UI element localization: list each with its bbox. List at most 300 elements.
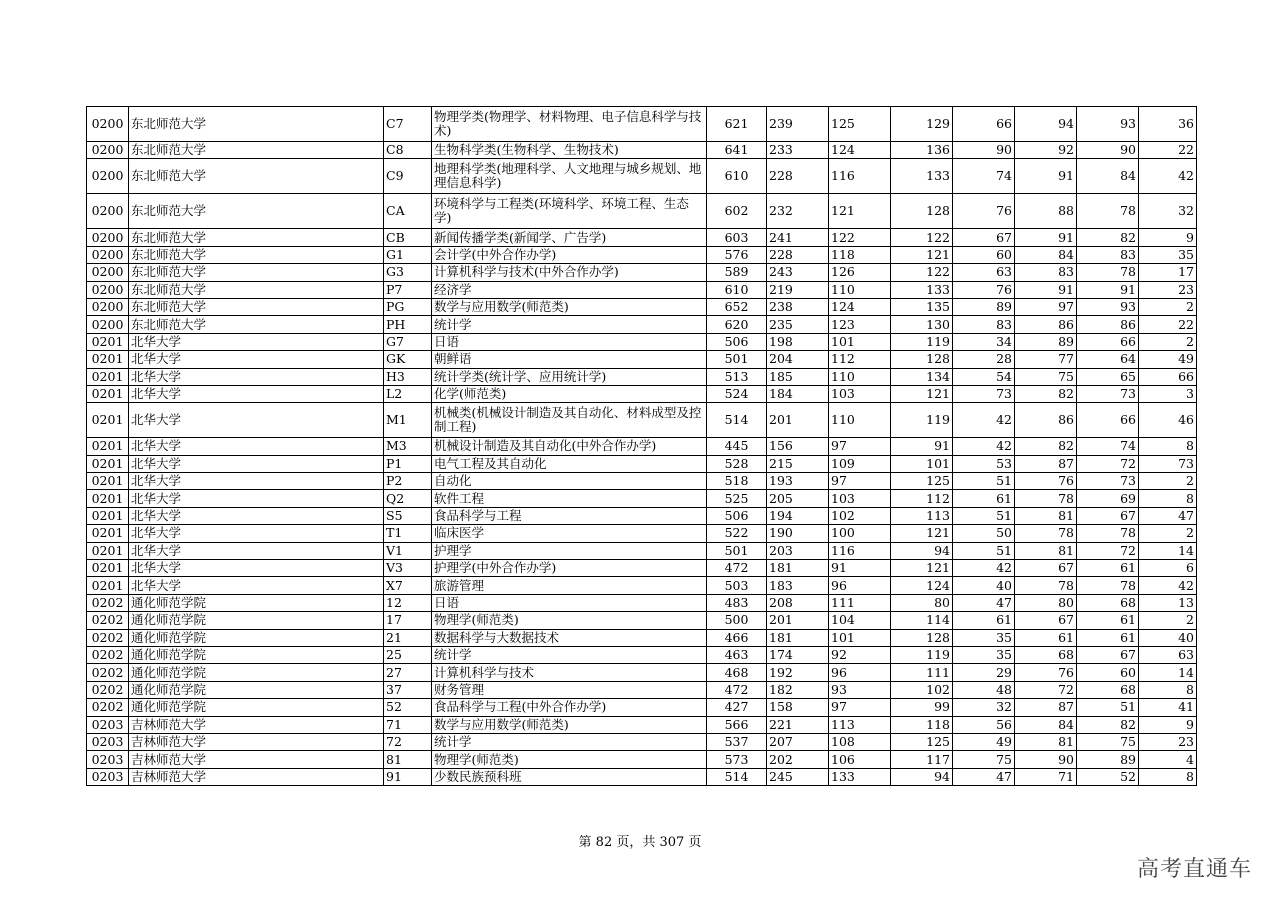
school-code-cell: 0201: [87, 560, 129, 577]
score-cell: 61: [953, 490, 1015, 507]
score-cell: 75: [953, 751, 1015, 768]
school-name-cell: 北华大学: [129, 403, 384, 438]
score-cell: 78: [1077, 525, 1139, 542]
score-cell: 60: [953, 246, 1015, 263]
table-row: [87, 107, 1197, 142]
major-code-cell: PH: [384, 316, 432, 333]
score-cell: 61: [953, 612, 1015, 629]
school-code-cell: 0200: [87, 264, 129, 281]
score-cell: 84: [1077, 159, 1139, 194]
score-cell: 47: [1139, 507, 1197, 524]
score-cell: 66: [1077, 403, 1139, 438]
score-cell: 130: [891, 316, 953, 333]
score-cell: 121: [891, 560, 953, 577]
score-cell: 75: [1077, 733, 1139, 750]
score-cell: 89: [953, 298, 1015, 315]
score-cell: 2: [1139, 612, 1197, 629]
score-cell: 8: [1139, 768, 1197, 785]
score-cell: 88: [1015, 194, 1077, 229]
total-score-cell: 468: [707, 664, 767, 681]
score-cell: 40: [953, 577, 1015, 594]
score-cell: 73: [953, 385, 1015, 402]
table-row: [87, 542, 1197, 559]
score-cell: 97: [829, 699, 891, 716]
major-code-cell: 72: [384, 733, 432, 750]
score-cell: 51: [1077, 699, 1139, 716]
score-cell: 17: [1139, 264, 1197, 281]
school-name-cell: 北华大学: [129, 368, 384, 385]
score-cell: 42: [1139, 577, 1197, 594]
school-name-cell: 北华大学: [129, 455, 384, 472]
score-cell: 66: [953, 107, 1015, 142]
school-name-cell: 通化师范学院: [129, 681, 384, 698]
score-cell: 232: [767, 194, 829, 229]
school-name-cell: 北华大学: [129, 507, 384, 524]
score-cell: 61: [1077, 612, 1139, 629]
total-score-cell: 466: [707, 629, 767, 646]
school-code-cell: 0201: [87, 507, 129, 524]
school-code-cell: 0201: [87, 455, 129, 472]
score-cell: 91: [1077, 281, 1139, 298]
score-cell: 51: [953, 507, 1015, 524]
score-cell: 102: [829, 507, 891, 524]
major-code-cell: V1: [384, 542, 432, 559]
major-code-cell: 12: [384, 594, 432, 611]
major-code-cell: G3: [384, 264, 432, 281]
score-cell: 84: [1015, 246, 1077, 263]
major-name-cell: 临床医学: [432, 525, 707, 542]
score-cell: 82: [1015, 385, 1077, 402]
school-code-cell: 0203: [87, 733, 129, 750]
major-code-cell: PG: [384, 298, 432, 315]
score-cell: 119: [891, 403, 953, 438]
score-cell: 93: [829, 681, 891, 698]
score-cell: 87: [1015, 699, 1077, 716]
score-cell: 99: [891, 699, 953, 716]
score-cell: 76: [953, 194, 1015, 229]
major-name-cell: 电气工程及其自动化: [432, 455, 707, 472]
score-cell: 93: [1077, 298, 1139, 315]
score-cell: 76: [1015, 664, 1077, 681]
table-row: [87, 612, 1197, 629]
school-code-cell: 0202: [87, 594, 129, 611]
score-cell: 124: [829, 298, 891, 315]
school-name-cell: 北华大学: [129, 577, 384, 594]
school-code-cell: 0200: [87, 316, 129, 333]
score-cell: 97: [829, 438, 891, 455]
score-cell: 9: [1139, 716, 1197, 733]
score-cell: 60: [1077, 664, 1139, 681]
score-cell: 82: [1015, 438, 1077, 455]
score-cell: 61: [1077, 629, 1139, 646]
school-code-cell: 0202: [87, 612, 129, 629]
score-cell: 119: [891, 333, 953, 350]
total-score-cell: 621: [707, 107, 767, 142]
major-name-cell: 统计学类(统计学、应用统计学): [432, 368, 707, 385]
score-cell: 72: [1015, 681, 1077, 698]
school-code-cell: 0202: [87, 646, 129, 663]
score-cell: 90: [1077, 142, 1139, 159]
score-cell: 125: [891, 733, 953, 750]
school-name-cell: 北华大学: [129, 351, 384, 368]
score-cell: 91: [1015, 281, 1077, 298]
school-code-cell: 0201: [87, 333, 129, 350]
school-name-cell: 东北师范大学: [129, 298, 384, 315]
total-score-cell: 500: [707, 612, 767, 629]
score-cell: 201: [767, 403, 829, 438]
major-code-cell: X7: [384, 577, 432, 594]
major-code-cell: Q2: [384, 490, 432, 507]
score-cell: 78: [1077, 577, 1139, 594]
total-score-cell: 506: [707, 333, 767, 350]
score-cell: 80: [1015, 594, 1077, 611]
score-table: [86, 106, 1197, 786]
total-score-cell: 537: [707, 733, 767, 750]
score-cell: 90: [1015, 751, 1077, 768]
score-cell: 182: [767, 681, 829, 698]
major-name-cell: 会计学(中外合作办学): [432, 246, 707, 263]
school-code-cell: 0200: [87, 229, 129, 246]
score-cell: 93: [1077, 107, 1139, 142]
score-cell: 91: [891, 438, 953, 455]
score-cell: 122: [891, 229, 953, 246]
score-cell: 54: [953, 368, 1015, 385]
school-code-cell: 0201: [87, 473, 129, 490]
score-cell: 71: [1015, 768, 1077, 785]
score-cell: 96: [829, 664, 891, 681]
table-row: [87, 333, 1197, 350]
total-score-cell: 566: [707, 716, 767, 733]
total-score-cell: 524: [707, 385, 767, 402]
table-body: [87, 107, 1197, 786]
major-name-cell: 自动化: [432, 473, 707, 490]
score-cell: 82: [1077, 229, 1139, 246]
score-cell: 86: [1015, 403, 1077, 438]
school-name-cell: 东北师范大学: [129, 229, 384, 246]
score-cell: 129: [891, 107, 953, 142]
major-name-cell: 日语: [432, 333, 707, 350]
score-cell: 101: [891, 455, 953, 472]
score-cell: 108: [829, 733, 891, 750]
score-cell: 76: [1015, 473, 1077, 490]
score-cell: 23: [1139, 733, 1197, 750]
score-cell: 63: [953, 264, 1015, 281]
table-row: [87, 525, 1197, 542]
school-code-cell: 0203: [87, 716, 129, 733]
major-code-cell: M1: [384, 403, 432, 438]
school-name-cell: 北华大学: [129, 385, 384, 402]
major-code-cell: L2: [384, 385, 432, 402]
score-cell: 133: [829, 768, 891, 785]
score-cell: 114: [891, 612, 953, 629]
school-name-cell: 北华大学: [129, 542, 384, 559]
score-cell: 204: [767, 351, 829, 368]
major-code-cell: 25: [384, 646, 432, 663]
major-code-cell: S5: [384, 507, 432, 524]
score-cell: 112: [829, 351, 891, 368]
major-name-cell: 物理学类(物理学、材料物理、电子信息科学与技术): [432, 107, 707, 142]
score-cell: 69: [1077, 490, 1139, 507]
score-cell: 94: [891, 768, 953, 785]
score-cell: 51: [953, 542, 1015, 559]
table-row: [87, 264, 1197, 281]
score-cell: 78: [1077, 264, 1139, 281]
score-cell: 78: [1015, 525, 1077, 542]
score-cell: 41: [1139, 699, 1197, 716]
major-name-cell: 地理科学类(地理科学、人文地理与城乡规划、地理信息科学): [432, 159, 707, 194]
score-cell: 28: [953, 351, 1015, 368]
school-code-cell: 0202: [87, 629, 129, 646]
total-score-cell: 463: [707, 646, 767, 663]
score-cell: 66: [1139, 368, 1197, 385]
table-row: [87, 455, 1197, 472]
score-cell: 67: [953, 229, 1015, 246]
major-name-cell: 机械类(机械设计制造及其自动化、材料成型及控制工程): [432, 403, 707, 438]
score-cell: 156: [767, 438, 829, 455]
score-cell: 66: [1077, 333, 1139, 350]
total-score-cell: 589: [707, 264, 767, 281]
school-code-cell: 0201: [87, 368, 129, 385]
major-name-cell: 经济学: [432, 281, 707, 298]
table-row: [87, 159, 1197, 194]
major-name-cell: 少数民族预科班: [432, 768, 707, 785]
table-row: [87, 646, 1197, 663]
table-row: [87, 473, 1197, 490]
score-cell: 126: [829, 264, 891, 281]
score-cell: 116: [829, 159, 891, 194]
score-cell: 42: [1139, 159, 1197, 194]
major-code-cell: 71: [384, 716, 432, 733]
score-cell: 100: [829, 525, 891, 542]
table-row: [87, 142, 1197, 159]
score-cell: 202: [767, 751, 829, 768]
score-cell: 35: [953, 646, 1015, 663]
score-cell: 121: [891, 385, 953, 402]
school-code-cell: 0200: [87, 194, 129, 229]
total-score-cell: 501: [707, 351, 767, 368]
school-name-cell: 通化师范学院: [129, 664, 384, 681]
score-cell: 67: [1077, 646, 1139, 663]
score-cell: 42: [953, 560, 1015, 577]
score-cell: 83: [1015, 264, 1077, 281]
score-cell: 8: [1139, 438, 1197, 455]
score-cell: 36: [1139, 107, 1197, 142]
score-cell: 228: [767, 159, 829, 194]
total-score-cell: 610: [707, 159, 767, 194]
major-name-cell: 护理学: [432, 542, 707, 559]
score-cell: 81: [1015, 733, 1077, 750]
score-cell: 183: [767, 577, 829, 594]
score-cell: 110: [829, 403, 891, 438]
score-cell: 53: [953, 455, 1015, 472]
major-name-cell: 旅游管理: [432, 577, 707, 594]
score-cell: 63: [1139, 646, 1197, 663]
score-cell: 124: [891, 577, 953, 594]
score-cell: 243: [767, 264, 829, 281]
score-cell: 83: [1077, 246, 1139, 263]
major-code-cell: P7: [384, 281, 432, 298]
school-name-cell: 北华大学: [129, 525, 384, 542]
major-name-cell: 统计学: [432, 733, 707, 750]
table-row: [87, 385, 1197, 402]
score-cell: 68: [1077, 681, 1139, 698]
score-cell: 125: [891, 473, 953, 490]
total-score-cell: 641: [707, 142, 767, 159]
table-row: [87, 403, 1197, 438]
school-code-cell: 0201: [87, 490, 129, 507]
score-cell: 102: [891, 681, 953, 698]
major-code-cell: G1: [384, 246, 432, 263]
score-cell: 48: [953, 681, 1015, 698]
score-cell: 118: [891, 716, 953, 733]
school-name-cell: 东北师范大学: [129, 194, 384, 229]
table-row: [87, 768, 1197, 785]
score-cell: 90: [953, 142, 1015, 159]
school-name-cell: 北华大学: [129, 333, 384, 350]
score-cell: 181: [767, 629, 829, 646]
score-cell: 239: [767, 107, 829, 142]
major-name-cell: 物理学(师范类): [432, 612, 707, 629]
score-cell: 14: [1139, 542, 1197, 559]
major-name-cell: 软件工程: [432, 490, 707, 507]
total-score-cell: 472: [707, 681, 767, 698]
score-cell: 109: [829, 455, 891, 472]
score-cell: 42: [953, 438, 1015, 455]
score-cell: 181: [767, 560, 829, 577]
score-cell: 56: [953, 716, 1015, 733]
major-name-cell: 朝鲜语: [432, 351, 707, 368]
score-cell: 75: [1015, 368, 1077, 385]
score-cell: 13: [1139, 594, 1197, 611]
score-cell: 64: [1077, 351, 1139, 368]
table-row: [87, 438, 1197, 455]
score-cell: 111: [891, 664, 953, 681]
total-score-cell: 620: [707, 316, 767, 333]
total-score-cell: 528: [707, 455, 767, 472]
major-code-cell: 52: [384, 699, 432, 716]
school-name-cell: 吉林师范大学: [129, 716, 384, 733]
school-code-cell: 0203: [87, 751, 129, 768]
table-row: [87, 194, 1197, 229]
score-cell: 94: [1015, 107, 1077, 142]
major-name-cell: 食品科学与工程: [432, 507, 707, 524]
major-name-cell: 机械设计制造及其自动化(中外合作办学): [432, 438, 707, 455]
score-cell: 121: [891, 246, 953, 263]
score-cell: 32: [1139, 194, 1197, 229]
score-cell: 118: [829, 246, 891, 263]
major-code-cell: P1: [384, 455, 432, 472]
total-score-cell: 514: [707, 768, 767, 785]
table-row: [87, 751, 1197, 768]
table-row: [87, 629, 1197, 646]
school-name-cell: 通化师范学院: [129, 646, 384, 663]
score-cell: 65: [1077, 368, 1139, 385]
score-cell: 192: [767, 664, 829, 681]
score-cell: 51: [953, 473, 1015, 490]
school-code-cell: 0201: [87, 403, 129, 438]
score-cell: 91: [1015, 159, 1077, 194]
major-code-cell: GK: [384, 351, 432, 368]
score-cell: 77: [1015, 351, 1077, 368]
score-cell: 205: [767, 490, 829, 507]
table-row: [87, 577, 1197, 594]
score-cell: 87: [1015, 455, 1077, 472]
score-cell: 8: [1139, 490, 1197, 507]
score-cell: 80: [891, 594, 953, 611]
major-code-cell: CA: [384, 194, 432, 229]
score-cell: 74: [1077, 438, 1139, 455]
score-cell: 2: [1139, 525, 1197, 542]
total-score-cell: 514: [707, 403, 767, 438]
table-row: [87, 316, 1197, 333]
major-name-cell: 数学与应用数学(师范类): [432, 716, 707, 733]
score-cell: 101: [829, 629, 891, 646]
score-cell: 61: [1077, 560, 1139, 577]
score-cell: 73: [1077, 473, 1139, 490]
school-code-cell: 0201: [87, 525, 129, 542]
score-cell: 136: [891, 142, 953, 159]
major-name-cell: 生物科学类(生物科学、生物技术): [432, 142, 707, 159]
score-cell: 6: [1139, 560, 1197, 577]
school-name-cell: 北华大学: [129, 490, 384, 507]
score-cell: 158: [767, 699, 829, 716]
score-cell: 32: [953, 699, 1015, 716]
major-name-cell: 计算机科学与技术: [432, 664, 707, 681]
school-code-cell: 0200: [87, 159, 129, 194]
score-cell: 203: [767, 542, 829, 559]
score-cell: 76: [953, 281, 1015, 298]
major-name-cell: 新闻传播学类(新闻学、广告学): [432, 229, 707, 246]
score-cell: 35: [953, 629, 1015, 646]
score-cell: 96: [829, 577, 891, 594]
score-cell: 111: [829, 594, 891, 611]
score-cell: 174: [767, 646, 829, 663]
score-cell: 72: [1077, 455, 1139, 472]
score-cell: 133: [891, 281, 953, 298]
score-cell: 92: [1015, 142, 1077, 159]
school-code-cell: 0200: [87, 142, 129, 159]
total-score-cell: 610: [707, 281, 767, 298]
score-cell: 125: [829, 107, 891, 142]
table-row: [87, 681, 1197, 698]
score-cell: 46: [1139, 403, 1197, 438]
score-cell: 81: [1015, 542, 1077, 559]
school-code-cell: 0201: [87, 385, 129, 402]
total-score-cell: 506: [707, 507, 767, 524]
major-code-cell: 91: [384, 768, 432, 785]
major-code-cell: T1: [384, 525, 432, 542]
table-row: [87, 507, 1197, 524]
score-cell: 245: [767, 768, 829, 785]
school-code-cell: 0202: [87, 699, 129, 716]
score-cell: 134: [891, 368, 953, 385]
score-cell: 219: [767, 281, 829, 298]
school-code-cell: 0201: [87, 577, 129, 594]
total-score-cell: 576: [707, 246, 767, 263]
table-row: [87, 298, 1197, 315]
page-footer: 第 82 页，共 307 页: [578, 835, 702, 850]
score-cell: 29: [953, 664, 1015, 681]
score-cell: 67: [1077, 507, 1139, 524]
score-cell: 72: [1077, 542, 1139, 559]
score-cell: 113: [829, 716, 891, 733]
major-code-cell: 17: [384, 612, 432, 629]
score-cell: 78: [1015, 577, 1077, 594]
major-code-cell: 27: [384, 664, 432, 681]
table-row: [87, 281, 1197, 298]
score-cell: 135: [891, 298, 953, 315]
school-name-cell: 东北师范大学: [129, 246, 384, 263]
